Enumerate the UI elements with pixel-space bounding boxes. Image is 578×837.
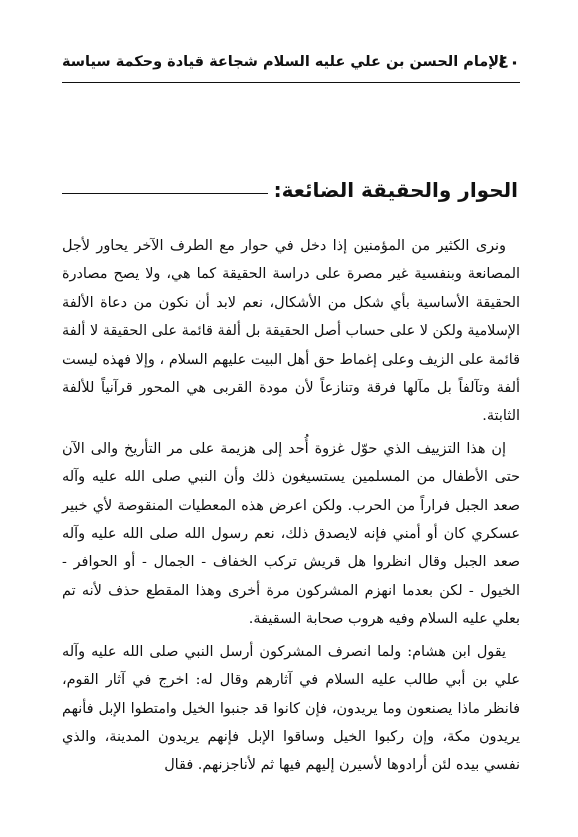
section-heading	[62, 178, 518, 202]
heading-rule	[62, 193, 268, 194]
book-title: الإمام الحسن بن علي عليه السلام شجاعة قيادة وحكمة سياسة	[62, 54, 505, 70]
header-divider	[62, 82, 520, 83]
body-text	[62, 232, 520, 780]
section-title: الحوار والحقيقة الضائعة:	[273, 178, 518, 202]
paragraph: ونرى الكثير من المؤمنين إذا دخل في حوار مع الطرف الآخر يحاور لأجل المصانعة وبنفسية غير مصرة على دراسة الحقيقة كما هي، ولا يصح مصادرة الحقيقة الأساسية بأي شكل من الأشكال، نعم لابد أن نكون من دعاة الألفة الإسلامية ولكن لا على حساب أصل الحقيقة بل ألفة قائمة على الحقيقة لا ألفة قائمة على الزيف وعلى إغماط حق أهل البيت عليهم السلام ، وإلا فهذه ليست ألفة وتآلفاً بل مآلها فرقة وتنازعاً لأن مودة القربى هي المحور قرآنياً للألفة الثابتة.	[62, 238, 520, 425]
running-header	[62, 52, 520, 78]
page-number: ٤٠	[498, 52, 520, 73]
paragraph: يقول ابن هشام: ولما انصرف المشركون أرسل النبي صلى الله عليه وآله علي بن أبي طالب عليه السلام في آثارهم وقال له: اخرج في آثار القوم، فانظر ماذا يصنعون وما يريدون، فإن كانوا قد جنبوا الخيل وامتطوا الإبل فأنهم يريدون مكة، وإن ركبوا الخيل وساقوا الإبل فإنهم يريدون المدينة، والذي نفسي بيده لئن أرادوها لأسيرن إليهم فيها ثم لأناجزنهم. فقال	[62, 643, 520, 774]
paragraph: إن هذا التزييف الذي حوّل غزوة أُحد إلى هزيمة على مر التأريخ والى الآن حتى الأطفال من المسلمين يستسيغون ذلك وأن النبي صلى الله عليه وآله صعد الجبل فراراً من الحرب. ولكن اعرض هذه المعطيات المنقوصة لأي خبير عسكري كان أو أمني فإنه لايصدق ذلك، نعم رسول الله صلى الله عليه وآله صعد الجبل وقال انظروا هل قريش تركب الخفاف - الجمال - أو الحوافر - الخيول - لكن بعدما انهزم المشركون مرة أخرى وهذا المقطع حذف لأنه تم بعلي عليه السلام وفيه هروب صحابة السقيفة.	[62, 440, 520, 628]
